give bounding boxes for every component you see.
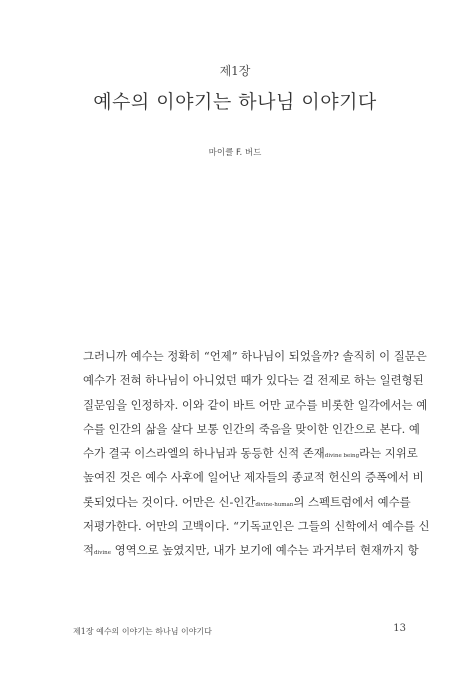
- body-line-text: 예수가 전혀 하나님이 아니었던 때가 있다는 걸 전제로 하는 일련형된: [83, 373, 424, 388]
- body-line-text: 의 스펙트럼에서 예수를: [293, 494, 411, 509]
- body-line-text: 그러니까 예수는 정확히 “언제” 하나님이 되었을까? 솔직히 이 질문은: [83, 349, 427, 363]
- gloss-divine-being: divine being: [324, 453, 360, 460]
- body-line-text: 적: [83, 543, 95, 558]
- body-line-text: 영역으로 높였지만, 내가 보기에 예수는 과거부터 현재까지 항: [110, 543, 419, 558]
- body-line-text: 롯되었다는 것이다. 어만은 신-인간: [83, 494, 256, 509]
- running-head: 제1장 예수의 이야기는 하나님 이야기다: [73, 627, 212, 636]
- body-line: [83, 514, 430, 538]
- body-line: [83, 490, 411, 514]
- body-line-text: 질문임을 인정하자. 이와 같이 바트 어만 교수를 비롯한 일각에서는 예: [83, 397, 428, 412]
- page-number: 13: [393, 623, 406, 634]
- author-name: 마이클 F. 버드: [208, 148, 262, 158]
- body-line: [83, 368, 424, 392]
- body-line: [83, 393, 428, 417]
- gloss-divine-human: divine-human: [255, 501, 294, 508]
- body-line-text: 수가 결국 이스라엘의 하나님과 동등한 신적 존재: [83, 446, 325, 461]
- chapter-title: 예수의 이야기는 하나님 이야기다: [93, 91, 377, 113]
- body-line-text: 수를 인간의 삶을 살다 보통 인간의 죽음을 맞이한 인간으로 본다. 예: [83, 421, 420, 436]
- body-line: [83, 538, 419, 562]
- body-line-text: 높여진 것은 예수 사후에 일어난 제자들의 종교적 헌신의 증폭에서 비: [83, 470, 424, 485]
- body-line: [83, 344, 427, 368]
- body-line: [83, 465, 424, 489]
- chapter-label: 제1장: [219, 64, 251, 78]
- body-line-text: 라는 지위로: [359, 446, 418, 461]
- body-line-text: 저평가한다. 어만의 고백이다. “기독교인은 그들의 신학에서 예수를 신: [83, 519, 430, 534]
- body-line: [83, 417, 420, 441]
- body-line: [83, 441, 418, 465]
- body-text: [83, 344, 430, 563]
- gloss-divine: divine: [94, 550, 111, 557]
